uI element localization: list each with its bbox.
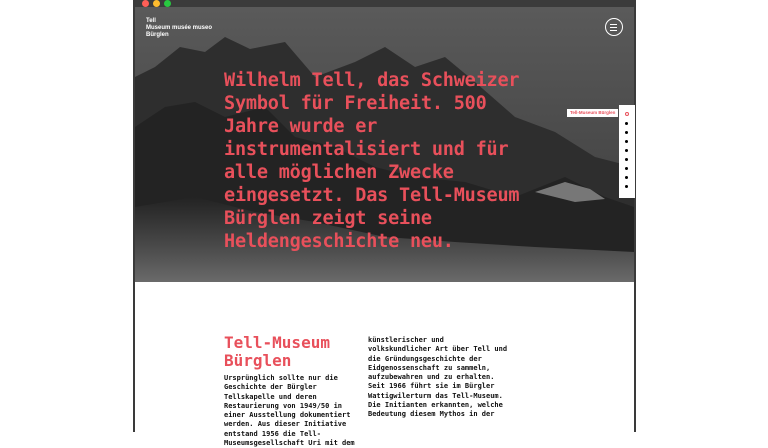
maximize-window-button[interactable] [164,0,171,7]
nav-dot[interactable] [625,167,628,170]
logo-line-1: Tell [146,18,156,24]
hero-headline: Wilhelm Tell, das Schweizer Symbol für Freiheit. 500 Jahre wurde er instrumentalisiert und für alle möglichen Zwecke eingesetzt. Das Tell-Museum Bürglen zeigt seine Heldengeschichte neu. [224,70,520,252]
nav-dot[interactable] [625,122,628,125]
nav-dot[interactable] [625,140,628,143]
logo-line-3: Bürglen [146,32,169,38]
nav-dot[interactable] [625,158,628,161]
hero-section [135,7,634,282]
section-text-right: künstlerischer und volkskundlicher Art über Tell und die Gründungsgeschichte der Eidgenossenschaft zu sammeln, aufzubewahren und zu erhalten. Seit 1966 führt sie im Bürgler Wattigwilerturm das Tell-Museum. Die Initianten erkannten, welche Bedeutung diesem Mythos in der [368,336,508,419]
nav-dot[interactable] [625,176,628,179]
nav-dot[interactable] [625,131,628,134]
hamburger-menu-icon[interactable] [605,18,623,36]
minimize-window-button[interactable] [153,0,160,7]
section-title: Tell-Museum Bürglen [224,333,330,370]
nav-dot[interactable] [625,149,628,152]
logo-line-2: Museum musée museo [146,25,213,31]
nav-dot-active[interactable] [625,112,629,116]
close-window-button[interactable] [142,0,149,7]
nav-dot[interactable] [625,185,628,188]
section-tag[interactable]: Tell-Museum Bürglen [567,109,618,117]
browser-window [133,0,636,448]
section-text-left: Ursprünglich sollte nur die Geschichte der Bürgler Tellskapelle und deren Restaurierung von 1949/50 in einer Ausstellung dokumentiert werden. Aus dieser Initiative entstand 1956 die Tell-Museumsgesellschaft Uri mit dem [224,374,355,448]
window-titlebar [135,0,634,7]
section-dot-navigation [619,105,635,198]
site-logo[interactable] [146,18,212,39]
